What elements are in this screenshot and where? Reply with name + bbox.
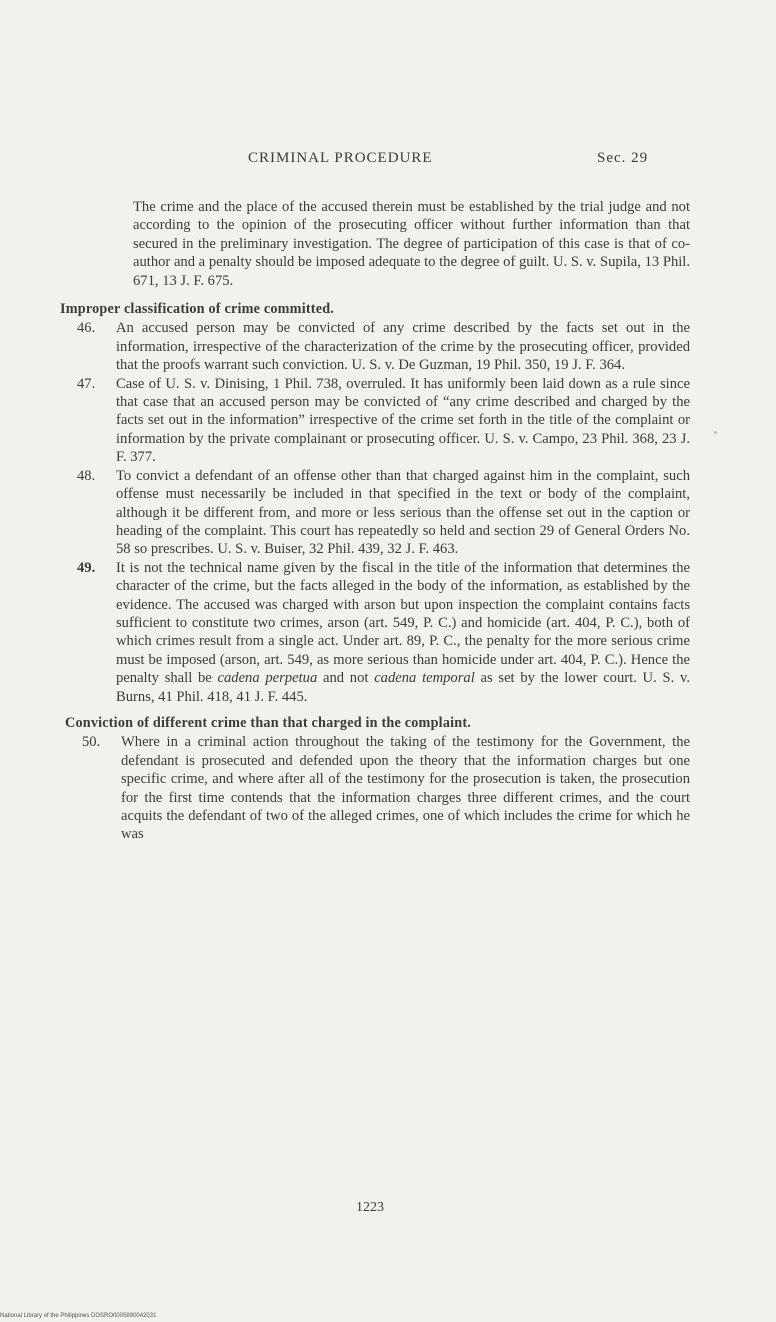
text-run: as set by the lower court. U. S. v. Burns, 41 Phil. 418, 41 J. F. 445. — [116, 670, 690, 705]
section-heading-improper-classification: Improper classification of crime committed. — [60, 301, 335, 318]
section-heading-conviction-different-crime: Conviction of different crime than that charged in the complaint. — [65, 714, 472, 731]
paragraph-text: An accused person may be convicted of any crime described by the facts set out in the information, irrespective of the characterization of the crime by the prosecuting officer, provided that the proofs warrant such conviction. U. S. v. De Guzman, 19 Phil. 350, 19 J. F. 364. — [116, 320, 690, 374]
italic-term: cadena perpetua — [217, 670, 318, 687]
paragraph-text: Case of U. S. v. Dinising, 1 Phil. 738, overruled. It has uniformly been laid down as a rule since that case that an accused person may be convicted of “any crime described and charged by the facts set out in the information” irrespective of the crime set forth in the title of the complaint or information by the private complainant or prosecuting officer. U. S. v. Campo, 23 Phil. 368, 23 J. F. 377. — [116, 375, 690, 466]
paragraph-number: 46. — [77, 320, 96, 337]
paragraph-47 — [77, 375, 690, 467]
paragraph-49 — [77, 559, 690, 706]
text-run: and not — [317, 670, 375, 687]
italic-term: cadena temporal — [374, 670, 475, 687]
page-number: 1223 — [356, 1200, 384, 1215]
paragraph-text: To convict a defendant of an offense other than that charged against him in the complaint, such offense must necessarily be included in that specified in the text or body of the complaint, although it be different from, and more or less serious than the offense set out in the caption or heading of the complaint. This court has repeatedly so held and section 29 of General Orders No. 58 so prescribes. U. S. v. Buiser, 32 Phil. 439, 32 J. F. 463. — [116, 467, 690, 558]
paragraph-text: Where in a criminal action throughout the taking of the testimony for the Government, the defendant is prosecuted and defended upon the theory that the information charges but one specific crime, and where after all of the testimony for the prosecution is taken, the prosecution for the first time contends that the information charges three different crimes, and the court acquits the defendant of two of the alleged crimes, one of which includes the crime for which he was — [121, 734, 690, 843]
paragraph-number: 48. — [77, 467, 96, 484]
paragraph-number: 49. — [77, 559, 96, 576]
paragraph-text — [116, 559, 690, 706]
running-header — [0, 150, 776, 172]
running-title: CRIMINAL PROCEDURE — [248, 150, 433, 166]
section-number: Sec. 29 — [597, 150, 649, 166]
paragraph-48 — [77, 467, 690, 559]
scan-footer: National Library of the Philippines DOSRO0005890042031 — [0, 1313, 157, 1319]
paragraph-number: 50. — [82, 734, 101, 751]
paragraph-46 — [77, 319, 690, 374]
paragraph-50 — [82, 733, 690, 843]
body-text — [60, 198, 690, 844]
text-run: It is not the technical name given by the fiscal in the title of the information that determines the character of the crime, but the facts alleged in the body of the information, as established by the evidence. The accused was charged with arson but upon inspection the complaint contains facts sufficient to constitute two crimes, arson (art. 549, P. C.) and homicide (art. 404, P. C.), both of which crimes result from a single act. Under art. 89, P. C., the penalty for the more serious crime must be imposed (arson, art. 549, as more serious than homicide under art. 404, P. C.). Hence the penalty shall be — [116, 559, 690, 687]
speck — [714, 431, 717, 434]
intro-paragraph: The crime and the place of the accused therein must be established by the trial judge and not according to the opinion of the prosecuting officer without further information than that secured in the preliminary investigation. The degree of participation of this case is that of co-author and a penalty should be imposed adequate to the degree of guilt. U. S. v. Supila, 13 Phil. 671, 13 J. F. 675. — [133, 199, 690, 289]
paragraph-number: 47. — [77, 375, 96, 392]
